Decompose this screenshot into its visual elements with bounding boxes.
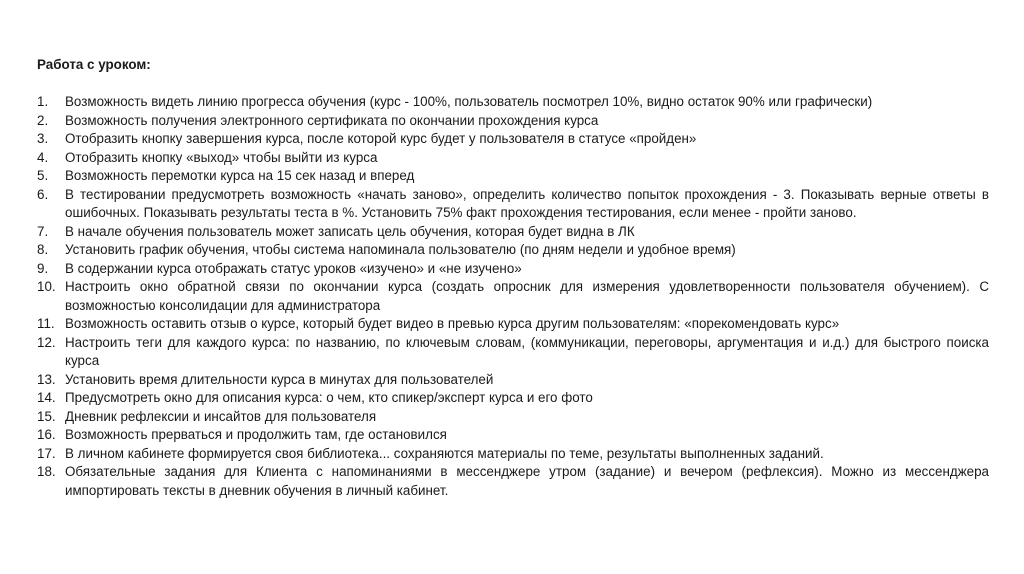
list-item [37, 223, 989, 242]
list-item-number: 11. [37, 316, 55, 331]
list-item [37, 315, 989, 334]
list-item-text: В содержании курса отображать статус уроков «изучено» и «не изучено» [65, 260, 522, 276]
list-item-number: 16. [37, 427, 56, 442]
list-item-text: Отобразить кнопку «выход» чтобы выйти из курса [65, 149, 378, 165]
list-item-number: 4. [37, 149, 49, 165]
list-item-text: В начале обучения пользователь может записать цель обучения, которая будет видна в ЛК [65, 223, 635, 239]
list-item [37, 93, 989, 112]
list-item-number: 13. [37, 371, 56, 387]
list-item [37, 426, 989, 445]
list-item [37, 260, 989, 279]
list-item [37, 112, 989, 131]
list-item [37, 278, 989, 315]
list-item-number: 6. [37, 186, 49, 202]
list-item-text: Обязательные задания для Клиента с напоминаниями в мессенджере утром (задание) и вечером (рефлексия). Можно из мессенджера импортировать тексты в дневник обучения в личный кабинет. [65, 464, 989, 498]
list-item [37, 445, 989, 464]
list-item-number: 17. [37, 445, 56, 461]
list-item-text: Возможность видеть линию прогресса обучения (курс - 100%, пользователь посмотрел 10%, видно остаток 90% или графически) [65, 94, 873, 109]
list-item-number: 18. [37, 464, 56, 479]
list-item-number: 8. [37, 242, 49, 257]
list-item-text: Предусмотреть окно для описания курса: о чем, кто спикер/эксперт курса и его фото [65, 390, 593, 405]
list-item [37, 130, 989, 149]
list-item-text: Дневник рефлексии и инсайтов для пользователя [65, 408, 377, 424]
list-item [37, 167, 989, 186]
section-heading: Работа с уроком: [37, 57, 151, 72]
list-item-number: 10. [37, 279, 56, 294]
list-item-text: В тестировании предусмотреть возможность «начать заново», определить количество попыток прохождения - 3. Показывать верные ответы в ошибочных. Показывать результаты теста в %. Установить 75% факт прохождения тестирования, если менее - пройти заново. [65, 186, 989, 220]
requirements-list [37, 93, 989, 500]
list-item-number: 2. [37, 112, 49, 128]
list-item [37, 241, 989, 260]
list-item-text: Возможность прерваться и продолжить там, где остановился [65, 427, 447, 442]
list-item-number: 5. [37, 168, 49, 183]
list-item [37, 186, 989, 223]
list-item-number: 15. [37, 408, 56, 424]
list-item [37, 463, 989, 500]
list-item-text: Установить график обучения, чтобы система напоминала пользователю (по дням недели и удобное время) [65, 242, 736, 257]
list-item [37, 334, 989, 371]
list-item-number: 1. [37, 94, 49, 109]
list-item-text: Настроить теги для каждого курса: по названию, по ключевым словам, (коммуникации, переговоры, аргументация и и.д.) для быстрого поиска курса [65, 334, 989, 368]
list-item-text: Возможность перемотки курса на 15 сек назад и вперед [65, 168, 415, 183]
list-item-number: 14. [37, 390, 56, 405]
list-item-text: В личном кабинете формируется своя библиотека... сохраняются материалы по теме, результаты выполненных заданий. [65, 445, 824, 461]
list-item-number: 9. [37, 260, 49, 276]
list-item-text: Возможность получения электронного сертификата по окончании прохождения курса [65, 112, 599, 128]
list-item-text: Отобразить кнопку завершения курса, после которой курс будет у пользователя в статусе «пройден» [65, 131, 697, 146]
list-item-text: Установить время длительности курса в минутах для пользователей [65, 371, 494, 387]
list-item-text: Возможность оставить отзыв о курсе, который будет видео в превью курса другим пользователям: «порекомендовать курс» [65, 316, 840, 331]
list-item [37, 389, 989, 408]
document-body [37, 56, 989, 500]
list-item-number: 3. [37, 131, 49, 146]
list-item-text: Настроить окно обратной связи по окончании курса (создать опросник для измерения удовлетворенности пользователя обучением). С возможностью консолидации для администратора [65, 279, 989, 313]
list-item [37, 371, 989, 390]
list-item-number: 7. [37, 223, 49, 239]
list-item-number: 12. [37, 334, 56, 350]
list-item [37, 408, 989, 427]
list-item [37, 149, 989, 168]
